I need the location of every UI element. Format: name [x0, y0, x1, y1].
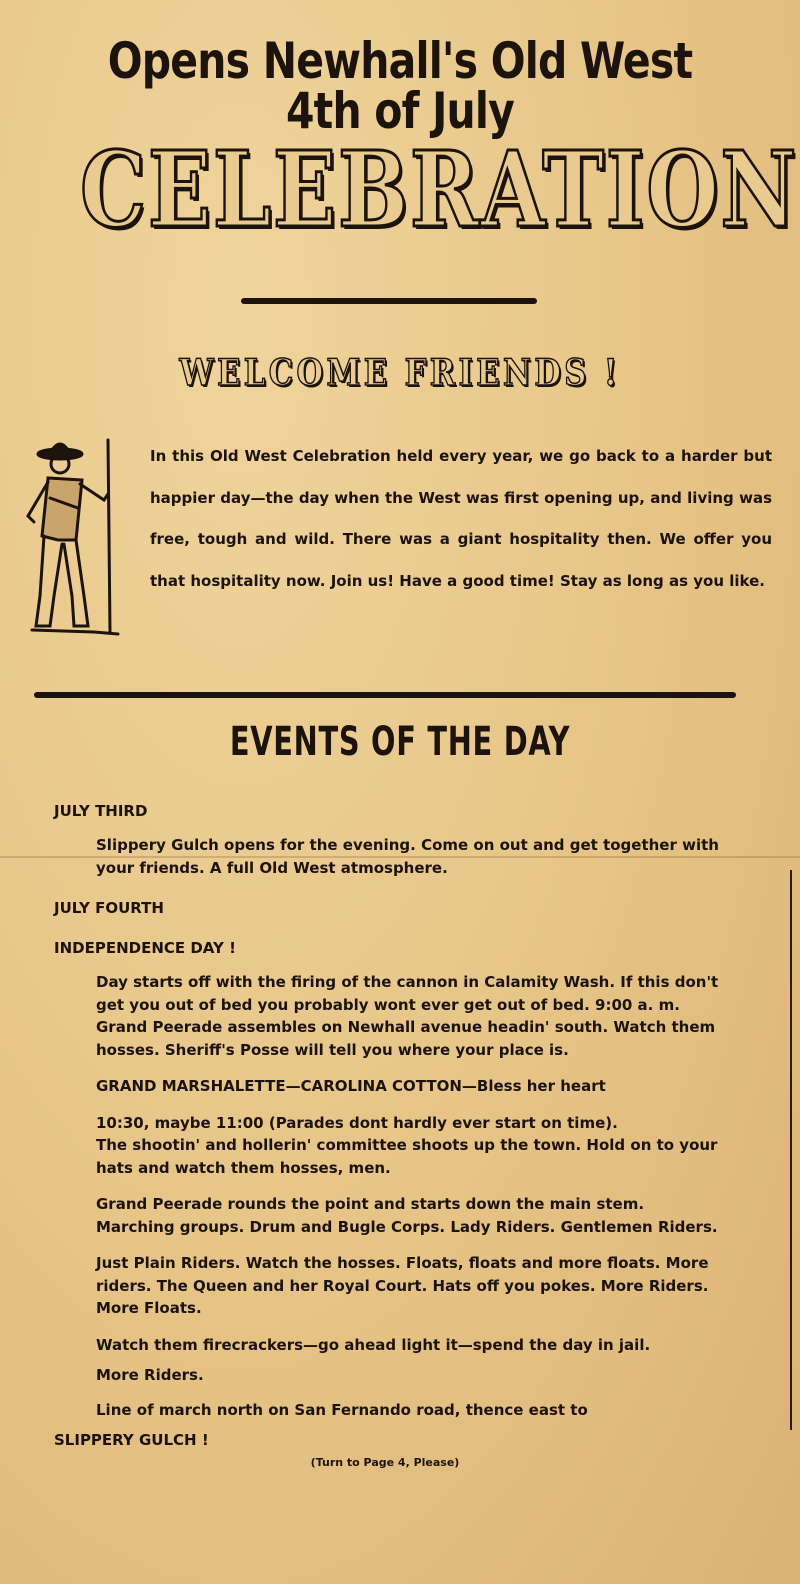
turn-page-note: (Turn to Page 4, Please): [310, 1456, 460, 1469]
event-paragraph: Day starts off with the firing of the cannon in Calamity Wash. If this don't get you out of bed you probably wont ever get out of bed. 9:00 a. m. Grand Peerade assembles on Newhall avenue headin' south. Watch them hosses. Sheriff's Posse will tell you where your place is.: [96, 973, 719, 1059]
event-paragraph: Just Plain Riders. Watch the hosses. Floats, floats and more floats. More riders. The Queen and her Royal Court. Hats off you pokes. More Riders. More Floats.: [96, 1254, 709, 1317]
intro-paragraph: In this Old West Celebration held every year, we go back to a harder but happier day—the day when the West was first opening up, and living was free, tough and wild. There was a giant hospitality then. We offer you that hospitality now. Join us! Have a good time! Stay as long as you like.: [150, 447, 772, 590]
event-paragraph: 10:30, maybe 11:00 (Parades dont hardly ever start on time).: [96, 1113, 618, 1132]
events-list: [54, 800, 726, 1451]
events-title: EVENTS OF THE DAY: [229, 719, 571, 765]
event-paragraph: Watch them firecrackers—go ahead light it—spend the day in jail.: [96, 1335, 651, 1354]
event-paragraph: More Riders.: [96, 1366, 204, 1384]
event-paragraph: Grand Peerade rounds the point and starts down the main stem. Marching groups. Drum and Bugle Corps. Lady Riders. Gentlemen Riders.: [96, 1195, 718, 1236]
july-fourth-heading: JULY FOURTH: [54, 899, 164, 917]
welcome-heading: WELCOME FRIENDS !: [179, 352, 621, 394]
event-paragraph: Line of march north on San Fernando road, thence east to: [96, 1400, 588, 1419]
divider-short: [241, 298, 537, 304]
event-paragraph: The shootin' and hollerin' committee shoots up the town. Hold on to your hats and watch them hosses, men.: [96, 1136, 718, 1177]
july-third-heading: JULY THIRD: [54, 802, 148, 820]
grand-marshalette-line: GRAND MARSHALETTE—CAROLINA COTTON—Bless her heart: [96, 1077, 606, 1095]
top-title: Opens Newhall's Old West 4th of July: [107, 32, 693, 140]
divider-long: [34, 692, 736, 698]
column-border: [790, 870, 792, 1430]
independence-heading: INDEPENDENCE DAY !: [54, 939, 236, 957]
slippery-gulch-heading: SLIPPERY GULCH !: [54, 1431, 209, 1449]
main-title: CELEBRATION: [80, 128, 798, 251]
cowboy-illustration-icon: [14, 436, 132, 644]
july-third-text: Slippery Gulch opens for the evening. Come on out and get together with your friends. A full Old West atmosphere.: [96, 836, 719, 877]
